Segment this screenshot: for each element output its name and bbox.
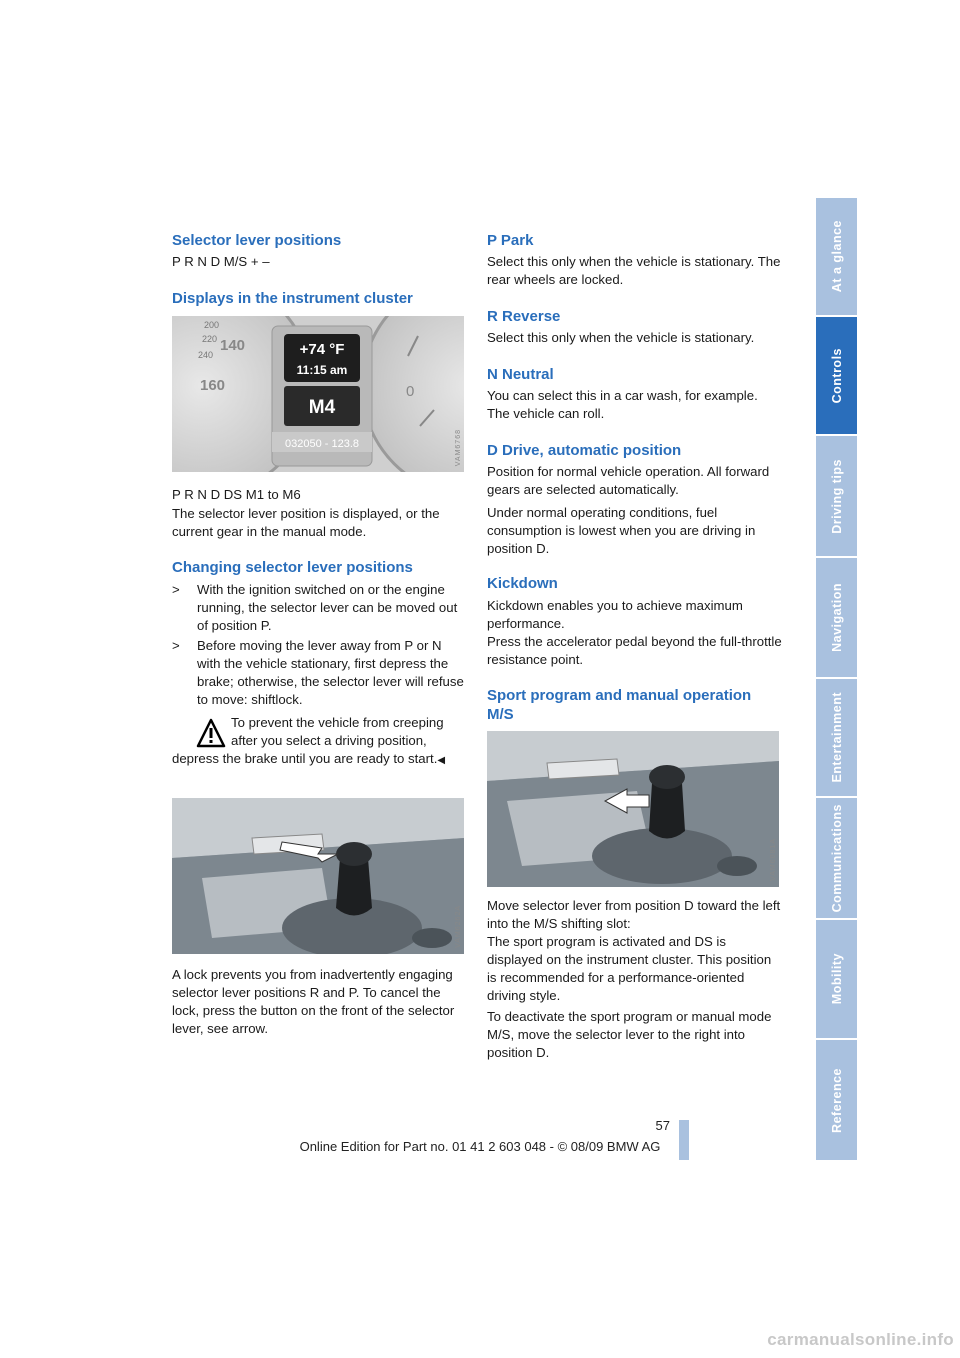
heading-displays-instrument-cluster: Displays in the instrument cluster [172, 290, 413, 307]
figure-sport-shift [487, 731, 779, 887]
tab-controls[interactable]: Controls [816, 317, 857, 434]
bullet-ignition: > With the ignition switched on or the engine running, the selector lever can be moved out of position P. [172, 582, 458, 633]
text-neutral: You can select this in a car wash, for example. The vehicle can roll. [487, 388, 758, 421]
text-kickdown-2: Press the accelerator pedal beyond the full-throttle resistance point. [487, 634, 782, 667]
text-lock-description: A lock prevents you from inadvertently engaging selector lever positions R and P. To cancel the lock, press the button on the front of the selector lever, see arrow. [172, 967, 455, 1036]
footer-edition: Online Edition for Part no. 01 41 2 603 048 - © 08/09 BMW AG [299, 1139, 661, 1154]
dial-label-160: 160 [200, 377, 226, 394]
tab-communications[interactable]: Communications [816, 798, 857, 918]
text-positions: P R N D M/S + – [172, 254, 270, 269]
cluster-time: 11:15 am [296, 363, 348, 377]
warning-icon [196, 718, 226, 748]
heading-changing-selector: Changing selector lever positions [172, 559, 413, 576]
heading-neutral: N Neutral [487, 366, 554, 383]
tab-entertainment[interactable]: Entertainment [816, 679, 857, 796]
tab-navigation[interactable]: Navigation [816, 558, 857, 677]
cluster-odometer: 032050 - 123.8 [284, 438, 360, 450]
text-sport-2: The sport program is activated and DS is displayed on the instrument cluster. This position is recommended for a performance-oriented driving style. [487, 934, 772, 1003]
text-prnd-ds: P R N D DS M1 to M6 [172, 487, 301, 502]
text-reverse: Select this only when the vehicle is stationary. [487, 330, 755, 345]
dial-label-240: 240 [198, 350, 214, 360]
dial-label-200: 200 [204, 320, 220, 330]
warning-line1: To prevent the vehicle from creeping [231, 715, 444, 730]
text-drive-1: Position for normal vehicle operation. All forward gears are selected automatically. [487, 464, 770, 497]
bullet-marker: > [172, 582, 180, 597]
heading-kickdown: Kickdown [487, 575, 558, 592]
text-sport-1: Move selector lever from position D toward the left into the M/S shifting slot: [487, 898, 781, 931]
end-marker: ◀ [437, 755, 446, 766]
figure-code: VAM6262A [455, 905, 462, 948]
page-number: 57 [655, 1118, 670, 1133]
cluster-temperature: +74 °F [299, 341, 345, 358]
dial-label-220: 220 [202, 334, 218, 344]
tab-at-a-glance[interactable]: At a glance [816, 198, 857, 315]
heading-drive: D Drive, automatic position [487, 442, 682, 459]
figure-instrument-cluster [172, 316, 464, 472]
heading-sport-program: Sport program and manual operation M/S [487, 687, 752, 723]
warning-line2: after you select a driving position, [231, 733, 427, 748]
text-park: Select this only when the vehicle is stationary. The rear wheels are locked. [487, 254, 781, 287]
heading-park: P Park [487, 232, 534, 249]
tab-reference[interactable]: Reference [816, 1040, 857, 1160]
figure-selector-lever [172, 798, 464, 954]
bullet-marker: > [172, 638, 180, 653]
tab-driving-tips[interactable]: Driving tips [816, 436, 857, 556]
heading-selector-lever-positions: Selector lever positions [172, 232, 342, 249]
watermark: carmanualsonline.info [767, 1330, 954, 1349]
dial-label-140: 140 [220, 337, 246, 354]
heading-reverse: R Reverse [487, 308, 561, 325]
text-kickdown-1: Kickdown enables you to achieve maximum performance. [487, 598, 743, 631]
text-drive-2: Under normal operating conditions, fuel consumption is lowest when you are driving in position D. [487, 505, 756, 556]
text-display-description: The selector lever position is displayed, or the current gear in the manual mode. [172, 506, 440, 539]
text-sport-3: To deactivate the sport program or manual mode M/S, move the selector lever to the right into position D. [487, 1009, 772, 1060]
figure-code: VAM6081A [770, 838, 777, 881]
tab-mobility[interactable]: Mobility [816, 920, 857, 1038]
figure-code: VAM6768 [455, 428, 462, 466]
bullet-brake: > Before moving the lever away from P or N with the vehicle stationary, first depress the brake; otherwise, the selector lever will refuse to move: shiftlock. [172, 638, 464, 707]
cluster-gear: M4 [308, 397, 336, 418]
svg-text:0: 0 [406, 383, 415, 400]
warning-rest: depress the brake until you are ready to start.◀ [172, 751, 446, 766]
